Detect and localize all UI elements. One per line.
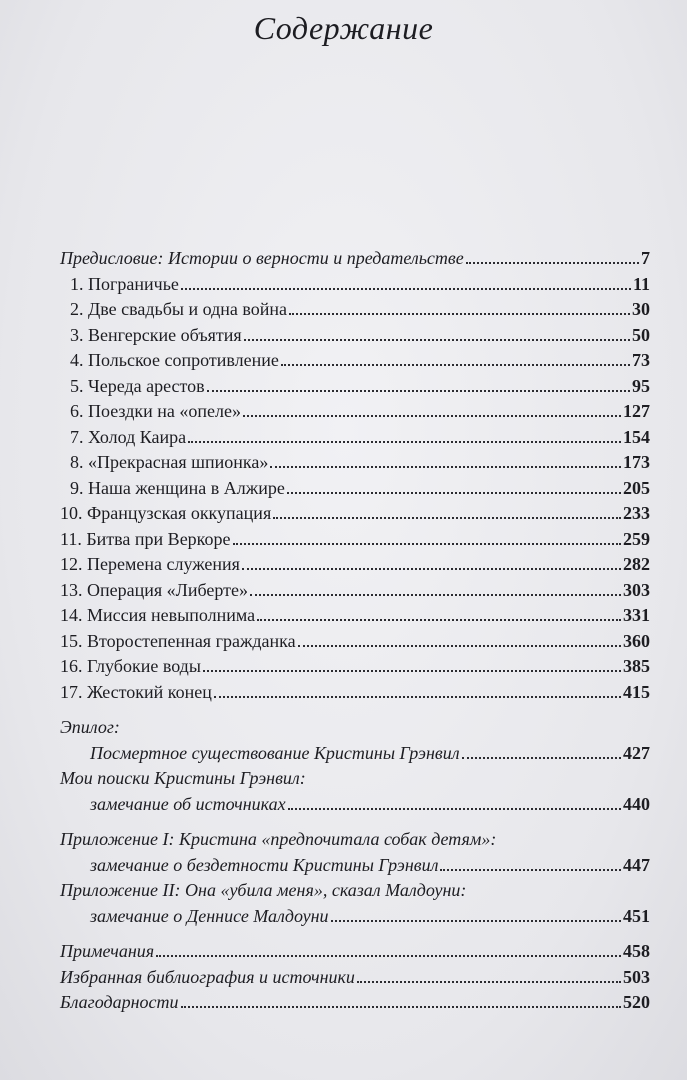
toc-page-number: 127 bbox=[623, 401, 650, 421]
toc-entry-text: 1. Пограничье bbox=[70, 273, 179, 294]
toc-heading-text: Приложение I: Кристина «предпочитала собак детям»: bbox=[60, 829, 497, 849]
dot-leader bbox=[156, 939, 621, 957]
toc-entry-text: 8. «Прекрасная шпионка» bbox=[70, 452, 269, 472]
toc-entry bbox=[60, 348, 650, 374]
toc-page-number: 95 bbox=[632, 375, 650, 396]
toc-entry bbox=[60, 965, 650, 991]
toc-heading bbox=[60, 827, 650, 853]
toc-page-number: 173 bbox=[623, 452, 650, 472]
toc-page-number: 30 bbox=[632, 299, 650, 319]
toc-entry-text: 15. Второстепенная гражданка bbox=[60, 630, 296, 651]
dot-leader bbox=[257, 603, 621, 621]
toc-entry-text: 17. Жестокий конец bbox=[60, 681, 212, 702]
dot-leader bbox=[244, 323, 630, 341]
toc-entry-text: 5. Череда арестов bbox=[70, 375, 205, 396]
toc-heading-text: Мои поиски Кристины Грэнвил: bbox=[60, 768, 306, 788]
toc-heading-text: Приложение II: Она «убила меня», сказал Малдоуни: bbox=[60, 880, 467, 900]
toc-page-number: 73 bbox=[632, 350, 650, 370]
toc-entry bbox=[60, 323, 650, 349]
toc-page-number: 458 bbox=[623, 941, 650, 961]
toc-entry-text: 13. Операция «Либерте» bbox=[60, 579, 249, 600]
toc-entry-text: замечание о Деннисе Малдоуни bbox=[90, 905, 329, 926]
toc-entry-text: 10. Французская оккупация bbox=[60, 503, 272, 523]
toc-page-number: 360 bbox=[623, 630, 650, 651]
spacer bbox=[60, 817, 650, 827]
toc-page-number: 415 bbox=[623, 681, 650, 702]
toc-entry-text: 12. Перемена служения bbox=[60, 554, 240, 574]
toc-page-number: 259 bbox=[623, 528, 650, 549]
toc-entry-text: 16. Глубокие воды bbox=[60, 656, 201, 676]
toc-entry-text: Предисловие: Истории о верности и предательстве bbox=[60, 248, 464, 268]
toc-page-number: 303 bbox=[623, 579, 650, 600]
toc-entry-text: замечание о бездетности Кристины Грэнвил bbox=[90, 854, 439, 875]
toc-entry bbox=[60, 425, 650, 451]
toc-entry-text: Посмертное существование Кристины Грэнвил bbox=[90, 742, 460, 763]
toc-entry-text: 2. Две свадьбы и одна война bbox=[70, 299, 288, 319]
toc-entry bbox=[60, 501, 650, 527]
toc-entry-text: 7. Холод Каира bbox=[70, 426, 187, 447]
toc-entry bbox=[60, 374, 650, 400]
dot-leader bbox=[250, 578, 621, 596]
toc-entry-text: Благодарности bbox=[60, 992, 179, 1012]
toc-entry bbox=[60, 603, 650, 629]
dot-leader bbox=[203, 654, 621, 672]
toc-entry bbox=[60, 527, 650, 553]
table-of-contents bbox=[60, 246, 650, 1016]
toc-heading bbox=[60, 878, 650, 904]
dot-leader bbox=[270, 450, 621, 468]
toc-entry-text: Примечания bbox=[60, 941, 155, 961]
dot-leader bbox=[288, 792, 621, 810]
dot-leader bbox=[188, 425, 621, 443]
toc-entry-text: замечание об источниках bbox=[90, 793, 286, 814]
dot-leader bbox=[466, 246, 639, 264]
toc-page-number: 233 bbox=[623, 503, 650, 523]
toc-entry bbox=[60, 246, 650, 272]
toc-heading bbox=[60, 715, 650, 741]
dot-leader bbox=[281, 348, 630, 366]
dot-leader bbox=[440, 853, 621, 871]
toc-page-number: 154 bbox=[623, 426, 650, 447]
dot-leader bbox=[462, 741, 621, 759]
toc-entry bbox=[60, 450, 650, 476]
toc-entry-text: 6. Поездки на «опеле» bbox=[70, 401, 241, 421]
toc-entry bbox=[60, 476, 650, 502]
toc-heading bbox=[60, 766, 650, 792]
toc-page-number: 440 bbox=[623, 793, 650, 814]
toc-page-number: 447 bbox=[623, 854, 650, 875]
toc-page-number: 451 bbox=[623, 905, 650, 926]
toc-entry bbox=[60, 741, 650, 767]
toc-page-number: 503 bbox=[623, 966, 650, 987]
toc-page-number: 7 bbox=[641, 248, 650, 268]
dot-leader bbox=[273, 501, 621, 519]
dot-leader bbox=[207, 374, 630, 392]
dot-leader bbox=[331, 904, 621, 922]
toc-entry bbox=[60, 629, 650, 655]
toc-entry bbox=[60, 578, 650, 604]
toc-entry-text: 9. Наша женщина в Алжире bbox=[70, 477, 285, 498]
toc-page-number: 331 bbox=[623, 605, 650, 625]
dot-leader bbox=[181, 272, 631, 290]
toc-entry bbox=[60, 990, 650, 1016]
toc-page-number: 385 bbox=[623, 656, 650, 676]
toc-entry-text: Избранная библиография и источники bbox=[60, 966, 355, 987]
toc-entry bbox=[60, 904, 650, 930]
toc-entry-text: 14. Миссия невыполнима bbox=[60, 605, 256, 625]
toc-entry bbox=[60, 297, 650, 323]
spacer bbox=[60, 705, 650, 715]
toc-entry bbox=[60, 680, 650, 706]
toc-page-number: 205 bbox=[623, 477, 650, 498]
toc-entry bbox=[60, 654, 650, 680]
toc-entry-text: 11. Битва при Веркоре bbox=[60, 528, 231, 549]
toc-entry bbox=[60, 853, 650, 879]
toc-page-number: 11 bbox=[632, 273, 650, 294]
dot-leader bbox=[242, 552, 621, 570]
toc-page-number: 50 bbox=[632, 324, 650, 345]
dot-leader bbox=[181, 990, 622, 1008]
toc-page-number: 282 bbox=[623, 554, 650, 574]
dot-leader bbox=[298, 629, 621, 647]
toc-entry-text: 4. Польское сопротивление bbox=[70, 350, 279, 370]
toc-page-number: 427 bbox=[623, 742, 650, 763]
toc-page-number: 520 bbox=[623, 992, 650, 1012]
page-title: Содержание bbox=[253, 10, 434, 46]
toc-entry bbox=[60, 272, 650, 298]
spacer bbox=[60, 929, 650, 939]
toc-entry-text: 3. Венгерские объятия bbox=[70, 324, 242, 345]
toc-entry bbox=[60, 552, 650, 578]
toc-heading-text: Эпилог: bbox=[60, 717, 120, 737]
toc-entry bbox=[60, 792, 650, 818]
toc-entry bbox=[60, 939, 650, 965]
dot-leader bbox=[357, 965, 621, 983]
dot-leader bbox=[289, 297, 630, 315]
dot-leader bbox=[214, 680, 621, 698]
dot-leader bbox=[243, 399, 621, 417]
dot-leader bbox=[233, 527, 622, 545]
toc-entry bbox=[60, 399, 650, 425]
dot-leader bbox=[287, 476, 621, 494]
